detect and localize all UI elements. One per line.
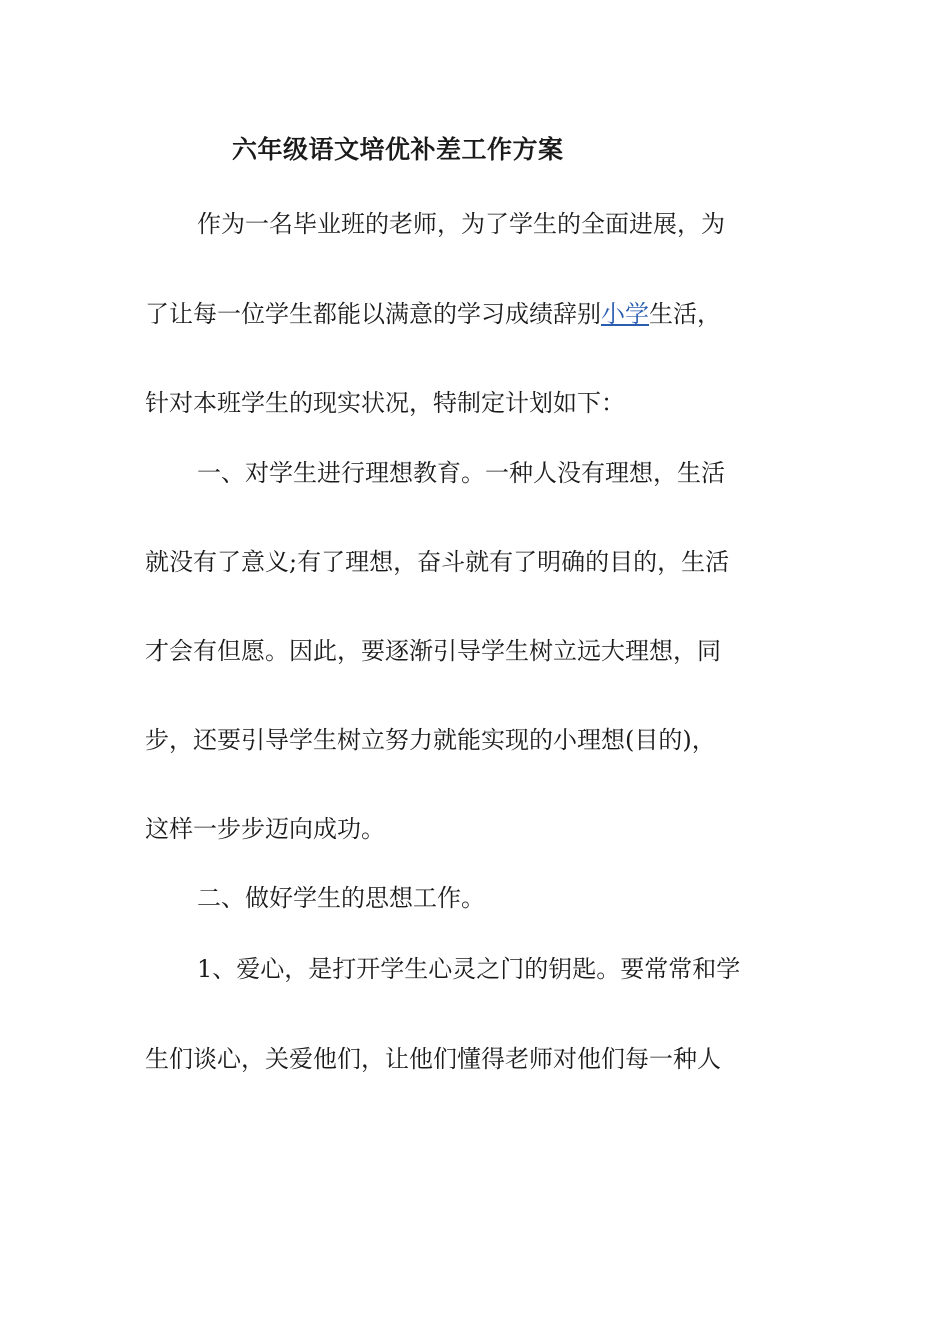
document-title: 六年级语文培优补差工作方案 [232, 135, 564, 164]
paragraph-line: 才会有但愿。因此，要逐渐引导学生树立远大理想，同 [145, 637, 721, 665]
paragraph-line: 这样一步步迈向成功。 [145, 815, 385, 843]
primary-school-link[interactable]: 小学 [601, 300, 649, 328]
paragraph-line [145, 294, 721, 329]
paragraph-line: 1、爱心，是打开学生心灵之门的钥匙。要常常和学 [197, 955, 741, 983]
paragraph-line: 针对本班学生的现实状况，特制定计划如下： [145, 389, 625, 417]
section-heading-1: 一、对学生进行理想教育。一种人没有理想，生活 [197, 459, 725, 487]
paragraph-line: 作为一名毕业班的老师，为了学生的全面进展，为 [197, 210, 725, 238]
section-heading-2: 二、做好学生的思想工作。 [197, 884, 485, 912]
paragraph-line: 步，还要引导学生树立努力就能实现的小理想(目的)， [145, 726, 716, 754]
paragraph-line: 生们谈心，关爱他们，让他们懂得老师对他们每一种人 [145, 1045, 721, 1073]
paragraph-line-text: 生活， [649, 300, 721, 328]
paragraph-line: 就没有了意义;有了理想，奋斗就有了明确的目的，生活 [145, 548, 730, 576]
paragraph-line-text: 了让每一位学生都能以满意的学习成绩辞别 [145, 300, 601, 328]
